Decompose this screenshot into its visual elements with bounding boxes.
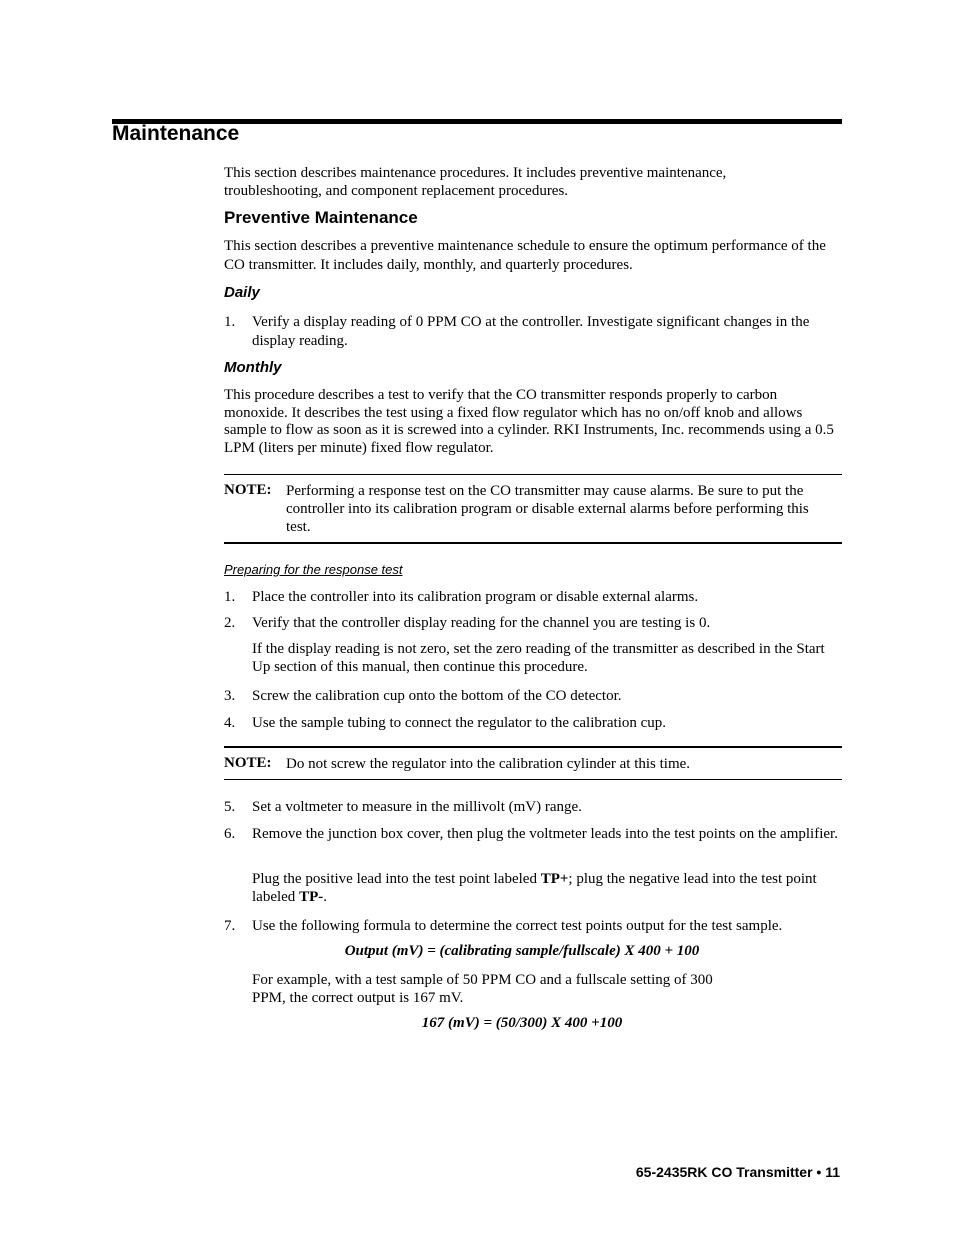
page-footer: 65-2435RK CO Transmitter • 11 (635, 1164, 840, 1180)
subheading-preparing: Preparing for the response test (224, 562, 403, 577)
step-text: Remove the junction box cover, then plug the voltmeter leads into the test points on the amplifier. (252, 826, 838, 842)
note1-label: NOTE: (224, 482, 272, 498)
step-text: Use the following formula to determine the correct test points output for the test sample. (252, 918, 783, 934)
tp-plus-label: TP+ (540, 871, 569, 887)
monthly-paragraph: This procedure describes a test to verify that the CO transmitter responds properly to carbon monoxide. It describes the test using a fixed flow regulator which has no on/off knob and allows sample to flow as soon as it is screwed into a cylinder. RKI Instruments, Inc. recommends using a 0.5 LPM (liters per minute) fixed flow regulator. (224, 387, 834, 456)
intro-paragraph: This section describes maintenance procedures. It includes preventive maintenance, troubleshooting, and component replacement procedures. (224, 165, 727, 199)
plug-text-b: ; plug the negative lead into the test point labeled (252, 871, 817, 905)
prep-item-num: 2. (224, 615, 236, 631)
daily-item-text: Verify a display reading of 0 PPM CO at the controller. Investigate significant changes in the display reading. (252, 314, 810, 349)
formula-output: Output (mV) = (calibrating sample/fullscale) X 400 + 100 (344, 943, 700, 959)
prep-item-text: Use the sample tubing to connect the regulator to the calibration cup. (252, 715, 667, 731)
plug-text-a: Plug the positive lead into the test point labeled (252, 871, 541, 887)
preventive-paragraph: This section describes a preventive maintenance schedule to ensure the optimum performance of the CO transmitter. It includes daily, monthly, and quarterly procedures. (224, 238, 826, 273)
subheading-daily: Daily (224, 284, 260, 301)
tp-minus-label: TP- (299, 889, 324, 905)
step-num: 7. (224, 918, 236, 934)
page-title: Maintenance (112, 122, 240, 145)
step-num: 5. (224, 799, 236, 815)
note1-top-rule (224, 474, 842, 475)
plug-text-c: . (323, 889, 327, 905)
section-heading-preventive: Preventive Maintenance (224, 208, 418, 227)
subheading-monthly: Monthly (224, 359, 282, 376)
prep-item-text: Place the controller into its calibration program or disable external alarms. (252, 589, 699, 605)
step-text: Set a voltmeter to measure in the millivolt (mV) range. (252, 799, 582, 815)
note2-label: NOTE: (224, 755, 272, 771)
prep-item-num: 3. (224, 688, 236, 704)
prep-item-num: 4. (224, 715, 236, 731)
plug-instructions (252, 870, 842, 906)
note1-bottom-rule (224, 542, 842, 544)
prep-item-text: Screw the calibration cup onto the bottom of the CO detector. (252, 688, 622, 704)
note2-top-rule (224, 746, 842, 748)
daily-item-num: 1. (224, 314, 236, 330)
note2-text: Do not screw the regulator into the calibration cylinder at this time. (286, 756, 691, 772)
example-paragraph: For example, with a test sample of 50 PPM CO and a fullscale setting of 300 PPM, the correct output is 167 mV. (252, 972, 713, 1006)
prep-item-num: 1. (224, 589, 236, 605)
formula-example: 167 (mV) = (50/300) X 400 +100 (421, 1015, 623, 1031)
note2-bottom-rule (224, 779, 842, 780)
note1-text: Performing a response test on the CO transmitter may cause alarms. Be sure to put the controller into its calibration program or disable external alarms before performing this test. (286, 483, 809, 535)
prep-item-text: Verify that the controller display reading for the channel you are testing is 0. (252, 615, 711, 631)
step-num: 6. (224, 826, 236, 842)
prep-item-continuation: If the display reading is not zero, set the zero reading of the transmitter as described in the Start Up section of this manual, then continue this procedure. (252, 641, 825, 675)
